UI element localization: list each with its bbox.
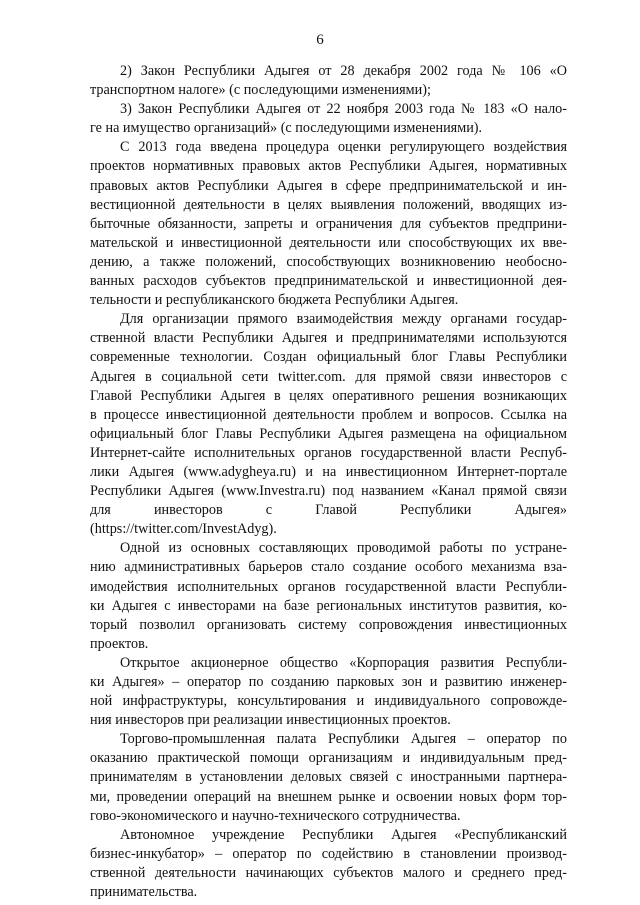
paragraph [90,138,567,310]
text-line: принимательства. [90,884,198,901]
text-line: вестиционной деятельности в целях выявления положений, вводящих из- [90,196,567,213]
text-line: ственной деятельности начинающих субъектов малого и среднего пред- [90,864,567,881]
paragraph [90,62,567,100]
text-line: Автономное учреждение Республики Адыгея «Республиканский [120,826,567,843]
text-line: С 2013 года введена процедура оценки регулирующего воздействия [120,139,567,156]
text-line: мательской и инвестиционной деятельности или способствующих их вве- [90,234,567,251]
text-line: оказанию практической помощи организациям и индивидуальным пред- [90,750,567,767]
text-line: в процессе инвестиционной деятельности проблем и вопросов. Ссылка на [90,406,567,423]
text-line: (https://twitter.com/InvestAdyg). [90,521,277,538]
text-line: нию административных барьеров стало создание особого механизма вза- [90,559,567,576]
text-line: ванных расходов субъектов предпринимательской и инвестиционной дея- [90,273,567,290]
text-line: Интернет-сайте исполнительных органов государственной власти Респуб- [90,444,567,461]
text-line: транспортном налоге» (с последующими изменениями); [90,82,431,99]
text-line: ге на имущество организаций» (с последующими изменениями). [90,120,483,137]
paragraph [90,730,567,825]
text-line: Одной из основных составляющих проводимой работы по устране- [120,540,567,557]
text-line: проектов. [90,635,149,652]
text-line: правовых актов Республики Адыгея в сфере предпринимательской и ин- [90,177,567,194]
text-line: ственной власти Республики Адыгея и предпринимателями используются [90,330,567,347]
text-line: Республики Адыгея (www.Investra.ru) под названием «Канал прямой связи [90,483,567,500]
text-line: принимателям в установлении деловых связей с иностранными партнера- [90,769,567,786]
text-line: быточные обязанности, запреты и ограничения для субъектов предприни- [90,215,567,232]
text-line: ния инвесторов при реализации инвестиционных проектов. [90,712,451,729]
text-line: для инвесторов с Главой Республики Адыгея» [90,502,567,519]
paragraph [90,539,567,654]
text-line: проектов нормативных правовых актов Республики Адыгея, нормативных [90,158,567,175]
page-number: 6 [316,32,324,48]
paragraph [90,100,567,138]
text-line: Открытое акционерное общество «Корпорация развития Республи- [120,654,567,671]
text-line: современные технологии. Создан официальный блог Главы Республики [90,349,567,366]
text-line: официальный блог Главы Республики Адыгея размещена на официальном [90,425,567,442]
text-line: ми, проведении операций на внешнем рынке и освоении новых форм тор- [90,788,567,805]
text-line: имодействия исполнительных органов государственной власти Республи- [90,578,567,595]
paragraph [90,654,567,730]
text-line: Торгово-промышленная палата Республики Адыгея – оператор по [120,731,567,748]
text-line: дению, а также положений, способствующих возникновению необосно- [90,253,567,270]
document-body [90,62,567,902]
text-line: Главой Республики Адыгея в целях оперативного решения возникающих [90,387,567,404]
text-line: лики Адыгея (www.adygheya.ru) и на инвестиционном Интернет-портале [90,463,567,480]
text-line: тельности и республиканского бюджета Республики Адыгея. [90,292,459,309]
text-line: ки Адыгея с инвесторами на базе региональных институтов развития, ко- [90,597,567,614]
text-line: Адыгея в социальной сети twitter.com. для прямой связи инвесторов с [90,368,567,385]
paragraph [90,310,567,539]
text-line: 3) Закон Республики Адыгея от 22 ноября 2003 года № 183 «О нало- [120,101,567,118]
text-line: торый позволил организовать систему сопровождения инвестиционных [90,616,567,633]
text-line: Для организации прямого взаимодействия между органами государ- [120,311,567,328]
text-line: ки Адыгея» – оператор по созданию парковых зон и развитию инженер- [90,674,567,690]
paragraph [90,826,567,902]
text-line: гово-экономического и научно-технического сотрудничества. [90,807,461,824]
text-line: бизнес-инкубатор» – оператор по содействию в становлении производ- [90,845,567,862]
text-line: 2) Закон Республики Адыгея от 28 декабря 2002 года № 106 «О [120,63,567,79]
text-line: ной инфраструктуры, консультирования и индивидуального сопровожде- [90,693,567,710]
